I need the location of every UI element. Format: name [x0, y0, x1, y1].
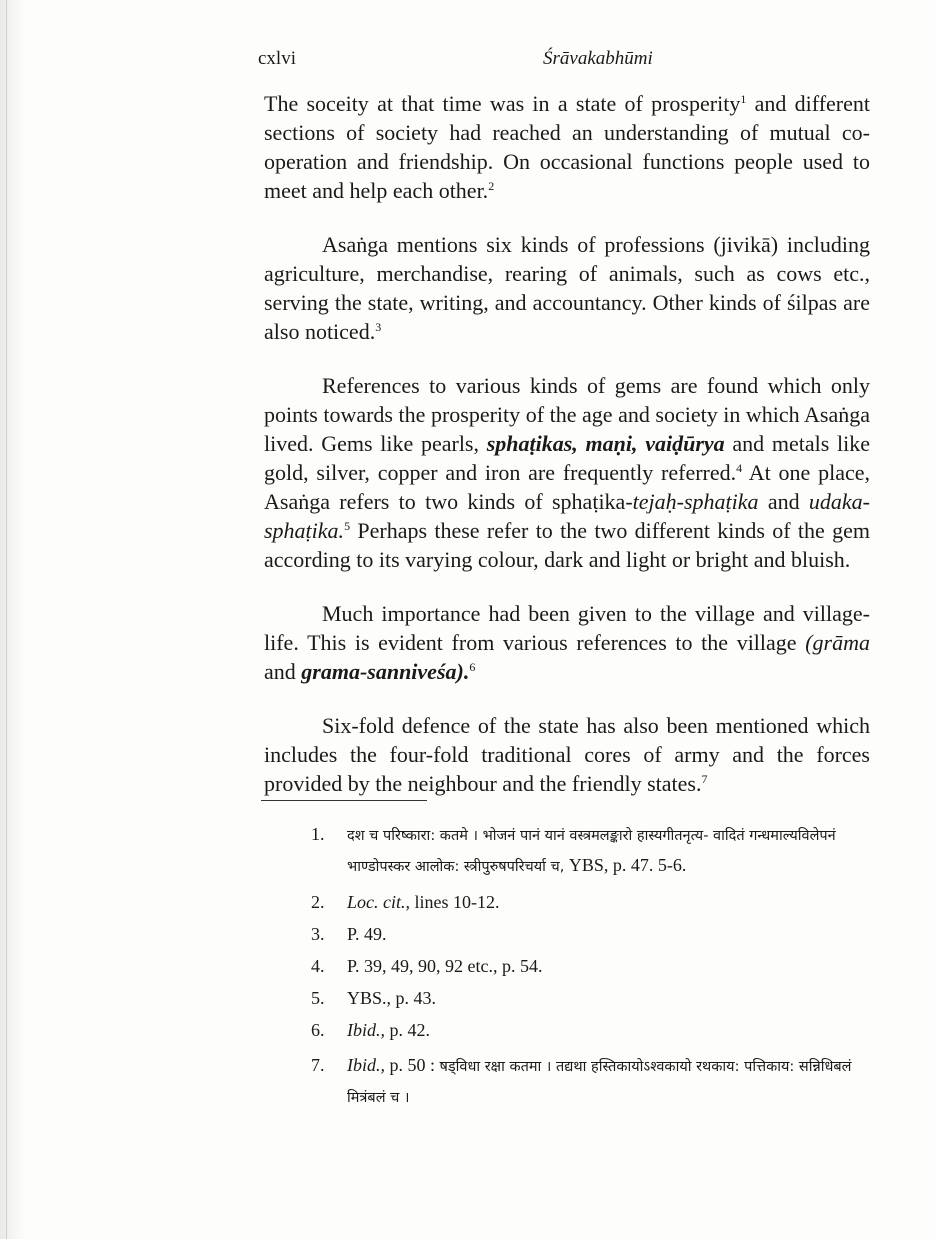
text-span: Asaṅga mentions six kinds of professions (jivikā) including agriculture, merchandise, rearing of animals, such as cows etc., serving the state, writing, and accountancy. Other kinds of śilpas are also noticed.	[264, 232, 870, 344]
italic-term: (grāma	[805, 630, 870, 655]
page-binding-edge	[0, 0, 26, 1239]
footnote-ref: 4	[736, 461, 743, 475]
footnote-6	[311, 1019, 876, 1042]
footnote-number: 2.	[311, 892, 325, 912]
text-span: and metals like gold, silver, copper and iron are frequently referred.	[264, 431, 870, 485]
footnote-ref: 2	[488, 179, 495, 193]
footnote-reference: lines 10-12.	[410, 892, 500, 912]
footnote-reference: p. 42.	[385, 1020, 430, 1040]
footnote-text	[347, 891, 876, 914]
paragraph-3	[264, 371, 870, 574]
footnote-1	[311, 820, 876, 882]
footnote-ref: 1	[740, 92, 747, 106]
footnote-4	[311, 955, 876, 978]
text-span: Perhaps these refer to the two different kinds of the gem according to its varying colour, dark and light or bright and bluish.	[264, 518, 870, 572]
footnotes	[311, 820, 876, 1122]
footnote-separator	[261, 800, 427, 801]
body-text	[264, 89, 870, 798]
devanagari-quote: षड्विधा रक्षा कतमा । तद्यथा हस्तिकायोऽश्वकायो रथकाय: पत्तिकाय: सन्निधिबलं मित्रंबलं च ।	[347, 1059, 852, 1106]
footnote-7	[311, 1051, 876, 1113]
italic-term: Ibid.,	[347, 1055, 385, 1075]
italic-term: tejaḥ-sphaṭika	[632, 489, 759, 514]
text-span: and	[264, 659, 302, 684]
paragraph-1	[264, 89, 870, 205]
footnote-number: 5.	[311, 988, 325, 1008]
paragraph-4	[264, 599, 870, 686]
text-span: References to various kinds of gems are found which only points towards the prosperity of the age and society in which Asaṅga lived. Gems like pearls,	[264, 373, 870, 456]
footnote-number: 3.	[311, 924, 325, 944]
footnote-text	[347, 820, 876, 882]
running-title: Śrāvakabhūmi	[543, 48, 653, 69]
footnote-reference: p. 50 :	[385, 1055, 440, 1075]
footnote-text	[347, 1019, 876, 1042]
text-span: and different sections of society had reached an understanding of mutual co-operation and friendship. On occasional functions people used to meet and help each other.	[264, 91, 870, 203]
footnote-number: 6.	[311, 1020, 325, 1040]
footnote-text	[347, 1051, 876, 1113]
footnote-number: 1.	[311, 824, 325, 844]
text-span: Much importance had been given to the village and village-life. This is evident from various references to the village	[264, 601, 870, 655]
text-span: The soceity at that time was in a state of prosperity	[264, 91, 741, 116]
footnote-number: 4.	[311, 956, 325, 976]
text-span: Six-fold defence of the state has also been mentioned which includes the four-fold traditional cores of army and the forces provided by the neighbour and the friendly states.	[264, 713, 870, 796]
italic-term: udaka-sphaṭika.	[264, 489, 871, 543]
footnote-3	[311, 923, 876, 946]
footnote-number: 7.	[311, 1055, 325, 1075]
footnote-2	[311, 891, 876, 914]
italic-term: grama-sanniveśa).	[301, 659, 470, 684]
footnote-text: P. 39, 49, 90, 92 etc., p. 54.	[347, 956, 543, 976]
footnote-ref: 6	[469, 660, 476, 674]
text-span: and	[758, 489, 809, 514]
footnote-text: P. 49.	[347, 924, 387, 944]
footnote-ref: 3	[375, 320, 382, 334]
italic-term: sphaṭikas, maṇi, vaiḍūrya	[486, 431, 725, 456]
paragraph-2	[264, 230, 870, 346]
footnote-5	[311, 987, 876, 1010]
footnote-reference: YBS, p. 47. 5-6.	[564, 855, 687, 875]
page-number: cxlvi	[258, 48, 296, 69]
devanagari-quote: दश च परिष्कारा: कतमे । भोजनं पानं यानं वस्त्रमलङ्कारो हास्यगीतनृत्य- वादितं गन्धमाल्यविलेपनं भाण्डोपस्कर आलोक: स्त्रीपुरुषपरिचर्या च,	[347, 828, 836, 875]
text-span: At one place, Asaṅga refers to two kinds of sphaṭika-	[264, 460, 870, 514]
paragraph-5	[264, 711, 870, 798]
italic-term: Ibid.,	[347, 1020, 385, 1040]
footnote-ref: 5	[344, 519, 351, 533]
footnote-text: YBS., p. 43.	[347, 988, 437, 1008]
footnote-ref: 7	[701, 772, 708, 786]
italic-term: Loc. cit.,	[347, 892, 410, 912]
